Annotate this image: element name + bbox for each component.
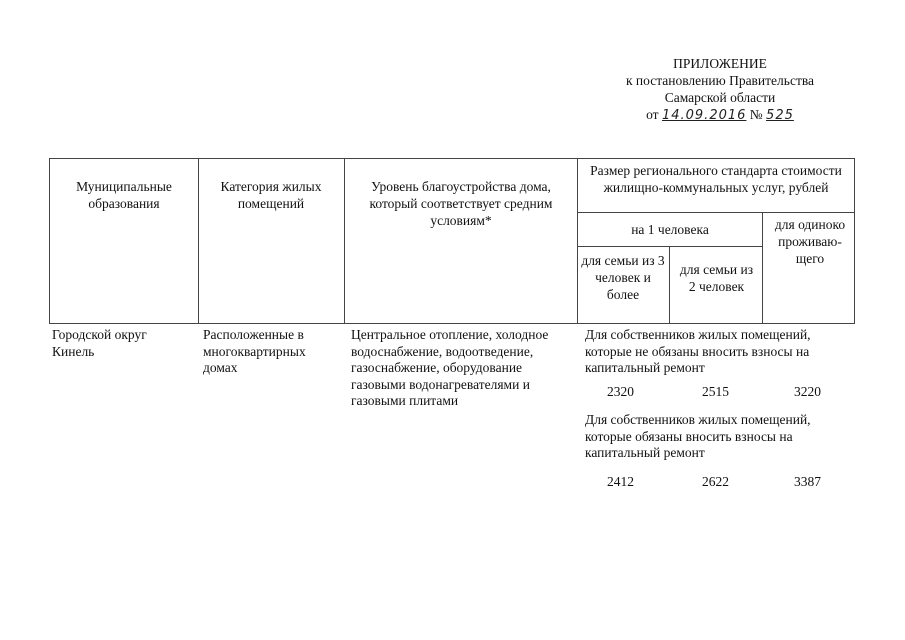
approval-line-1: к постановлению Правительства: [625, 73, 815, 88]
handwritten-date: 14.09.2016: [661, 108, 747, 123]
table-header: [49, 158, 855, 323]
family-divider: [669, 246, 670, 323]
single-divider: [762, 212, 763, 323]
group1-value-single: 3220: [794, 384, 821, 399]
header-per-person: на 1 человека: [631, 222, 709, 237]
col-divider-2: [344, 158, 345, 323]
standard-subheader-line: [577, 212, 854, 213]
header-level: Уровень благоустройства дома, который соответствует средним условиям*: [369, 179, 553, 228]
table-header-bottom-border: [49, 323, 855, 324]
group2-value-single: 3387: [794, 474, 821, 489]
table-top-border: [49, 158, 855, 159]
handwritten-number: 525: [766, 108, 794, 123]
group2-label: Для собственников жилых помещений, которые обязаны вносить взносы на капитальный ремонт: [585, 412, 811, 460]
group2-value-family3: 2412: [607, 474, 634, 489]
header-single: для одиноко проживаю- щего: [774, 217, 846, 266]
col-divider-1: [198, 158, 199, 323]
group1-value-family3: 2320: [607, 384, 634, 399]
row-category: Расположенные в многоквартирных домах: [203, 327, 306, 375]
group2-value-family2: 2622: [702, 474, 729, 489]
row-municipality: Городской округ Кинель: [52, 327, 147, 359]
header-category: Категория жилых помещений: [220, 179, 322, 211]
approval-date-line: [560, 106, 880, 124]
header-family3: для семьи из 3 человек и более: [581, 253, 665, 302]
number-prefix: №: [749, 107, 763, 122]
table-right-border: [854, 158, 855, 323]
header-family2: для семьи из 2 человек: [679, 262, 754, 294]
approval-block: [560, 55, 880, 124]
row-level: Центральное отопление, холодное водоснабжение, водоотведение, газоснабжение, оборудование газовыми водонагревателями и газовыми плитами: [351, 327, 549, 408]
date-prefix: от: [646, 107, 659, 122]
table-left-border: [49, 158, 50, 323]
header-municipality: Муниципальные образования: [76, 179, 172, 211]
col-divider-3: [577, 158, 578, 323]
group1-label: Для собственников жилых помещений, которые не обязаны вносить взносы на капитальный ремонт: [585, 327, 811, 375]
approval-title: ПРИЛОЖЕНИЕ: [673, 56, 767, 71]
header-standard: Размер регионального стандарта стоимости жилищно-коммунальных услуг, рублей: [590, 163, 842, 195]
approval-line-2: Самарской области: [664, 90, 776, 105]
group1-value-family2: 2515: [702, 384, 729, 399]
